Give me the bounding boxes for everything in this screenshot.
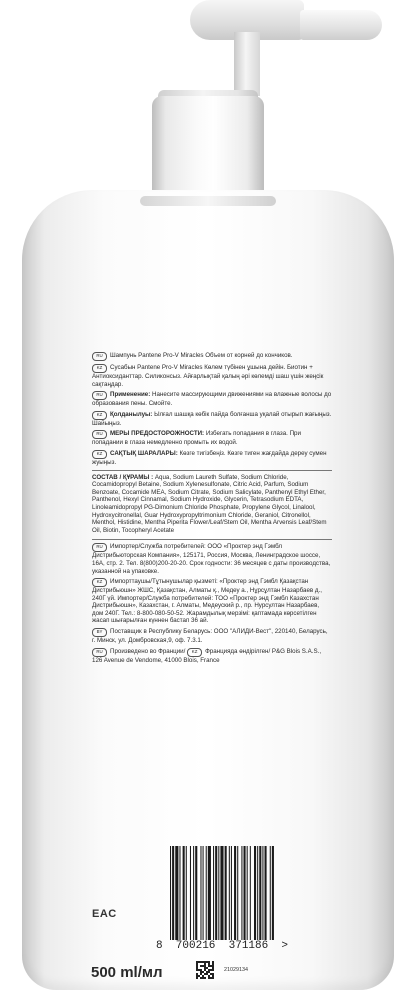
qr-module <box>198 961 200 963</box>
barcode-bar <box>225 846 227 940</box>
barcode-bar <box>183 846 185 940</box>
qr-module <box>212 969 214 971</box>
qr-module <box>202 961 204 963</box>
barcode-bar <box>206 846 207 940</box>
qr-module <box>196 973 198 975</box>
qr-module <box>208 965 210 967</box>
bottle-shoulder-ring <box>140 196 276 206</box>
barcode-bar <box>270 846 271 940</box>
barcode-bar <box>179 846 180 940</box>
qr-code-icon <box>196 961 214 979</box>
language-code-badge: RU <box>92 430 107 439</box>
qr-module <box>200 973 202 975</box>
qr-module <box>212 973 214 975</box>
barcode-bar <box>254 846 256 940</box>
product-name-ru: Шампунь Pantene Pro-V Miracles Объем от корней до кончиков. <box>110 352 293 359</box>
barcode-bar <box>186 846 187 940</box>
warning-heading-kz: САҚТЫҚ ШАРАЛАРЫ: <box>110 449 178 457</box>
volume-label: 500 ml/мл <box>91 964 163 981</box>
qr-module <box>206 971 208 973</box>
barcode-bar <box>229 846 230 940</box>
pump-head <box>300 10 382 40</box>
label-paragraph-1 <box>92 352 332 361</box>
qr-module <box>212 975 214 977</box>
language-code-badge: RU <box>92 648 107 657</box>
usage-text-kz: Ылғал шашқа көбік пайда болғанша уқалай отырып жағыңыз. Шайыңыз. <box>92 410 332 427</box>
qr-module <box>200 965 202 967</box>
qr-module <box>206 967 208 969</box>
supplier-by-text: Поставщик в Республику Беларусь: ООО "АЛИДИ-Вест", 220140, Беларусь, г. Минск, ул. Домбровская,9, оф. 7.3.1. <box>92 628 328 645</box>
barcode-bar <box>250 846 251 940</box>
barcode-bar <box>195 846 197 940</box>
qr-module <box>208 971 210 973</box>
qr-module <box>202 977 204 979</box>
language-code-badge: KZ <box>92 450 107 459</box>
product-name-kz: Сусабын Pantene Pro-V Miracles Көлем түбінен ұшына дейін. Биотин + Антиоксиданттар. Силиконсыз. Айғарлықтай қалың әрі көлемді шаш үшін жеңсік сақтаңдар. <box>92 364 324 388</box>
qr-module <box>204 973 206 975</box>
language-code-badge: BY <box>92 628 107 637</box>
barcode-bar <box>237 846 238 940</box>
barcode-bar <box>175 846 178 940</box>
made-in-ru: Произведено во Франции/ <box>110 647 186 655</box>
label-paragraph-2 <box>92 364 332 388</box>
ingredients-heading: СОСТАВ / ҚҰРАМЫ : <box>92 473 154 481</box>
made-in <box>92 648 332 665</box>
barcode-bar <box>265 846 267 940</box>
barcode-bar <box>193 846 194 940</box>
qr-module <box>202 971 204 973</box>
usage-heading-kz: Қолданылуы: <box>110 410 153 418</box>
qr-module <box>210 969 212 971</box>
qr-module <box>200 971 202 973</box>
lot-code: 21029134 <box>224 967 248 973</box>
qr-module <box>208 961 210 963</box>
ingredients-block <box>92 474 332 535</box>
qr-module <box>206 973 208 975</box>
importer-kz-text: Импорттаушы/Тұтынушылар қызметі: «Проктер энд Гэмбл Қазақстан Дистрибьюшн» ЖШС, Қазақстан, Алматы қ., Медеу а., Нұрсұлтан Назарбаев д., 240Г үй. Импортер/Служба потребителей: ТОО «Проктер энд Гэмбл Казахстан Дистрибьюшн», Казахстан, г. Алматы, Медеуский р., пр. Нурсултан Назарбаев, дом 240Г. Тел.: 8-800-080-50-52. Жарамдылық мерзімі: қаптамада көрсетілген жасап шығарылған күннен бастап 36 ай. <box>92 578 322 625</box>
qr-module <box>198 969 200 971</box>
barcode-bar <box>234 846 236 940</box>
qr-module <box>196 977 198 979</box>
qr-module <box>208 975 210 977</box>
divider <box>92 539 332 540</box>
qr-module <box>212 965 214 967</box>
qr-module <box>212 963 214 965</box>
barcode-bar <box>259 846 261 940</box>
label-paragraph-3 <box>92 391 332 408</box>
qr-module <box>208 977 210 979</box>
usage-heading-ru: Применение: <box>110 391 151 399</box>
qr-module <box>204 961 206 963</box>
barcode-bar <box>241 846 242 940</box>
qr-module <box>204 963 206 965</box>
barcode-bars <box>168 846 318 940</box>
barcode-digits: 8 700216 371186 > <box>156 940 289 952</box>
qr-module <box>204 969 206 971</box>
qr-module <box>206 961 208 963</box>
language-code-badge: KZ <box>187 648 202 657</box>
label-paragraph-5 <box>92 430 332 447</box>
language-code-badge: KZ <box>92 411 107 420</box>
language-code-badge: KZ <box>92 578 107 587</box>
qr-module <box>200 969 202 971</box>
barcode-bar <box>213 846 214 940</box>
qr-module <box>196 969 198 971</box>
qr-module <box>196 965 198 967</box>
qr-module <box>196 967 198 969</box>
importer-kz <box>92 578 332 625</box>
barcode-bar <box>172 846 174 940</box>
qr-module <box>196 963 198 965</box>
barcode-bar <box>231 846 232 940</box>
qr-module <box>196 961 198 963</box>
importer-ru <box>92 543 332 575</box>
qr-module <box>212 967 214 969</box>
qr-module <box>210 965 212 967</box>
supplier-by <box>92 628 332 645</box>
qr-module <box>196 975 198 977</box>
barcode <box>156 846 334 954</box>
language-code-badge: KZ <box>92 364 107 373</box>
language-code-badge: RU <box>92 352 107 361</box>
warning-text-ru: Избегать попадания в глаза. При попадании в глаза немедленно промыть их водой. <box>92 430 301 447</box>
qr-module <box>204 977 206 979</box>
warning-text-kz: Көзге тигізбеңіз. Көзге тиген жағдайда дереу сумен жуыңыз. <box>92 449 327 466</box>
barcode-bar <box>262 846 263 940</box>
barcode-bar <box>208 846 211 940</box>
qr-module <box>202 975 204 977</box>
label-paragraph-6 <box>92 450 332 467</box>
barcode-bar <box>200 846 201 940</box>
qr-module <box>204 965 206 967</box>
ingredients-list: Aqua, Sodium Laureth Sulfate, Sodium Chloride, Cocamidopropyl Betaine, Sodium Xylenesulfonate, Citric Acid, Parfum, Sodium Benzoate, Cocamide MEA, Sodium Citrate, Sodium Salicylate, Panthenyl Ethyl Ether, Panthenol, Hexyl Cinnamal, Sodium Hydroxide, Glycerin, Tetrasodium EDTA, Linoleamidopropyl PG-Dimonium Chloride Phosphate, Propylene Glycol, Linalool, Hydroxycitronellal, Guar Hydroxypropyltrimonium Chloride, Geraniol, Citronellol, Menthol, Histidine, Mentha Piperita Flower/Leaf/Stem Oil, Mentha Arvensis Leaf/Stem Oil, Biotin, Tocopheryl Acetate <box>92 473 327 534</box>
language-code-badge: RU <box>92 543 107 552</box>
qr-module <box>210 977 212 979</box>
pump-stem <box>234 32 260 96</box>
qr-module <box>208 963 210 965</box>
made-in-kz: Францияда өндірілген/ P&G Blois S.A.S., 126 Avenue de Vendome, 41000 Blois, France <box>92 647 322 664</box>
eac-mark: EAC <box>92 908 117 920</box>
warning-heading-ru: МЕРЫ ПРЕДОСТОРОЖНОСТИ: <box>110 430 205 438</box>
usage-text-ru: Нанесите массирующими движениями на влажные волосы до образования пены. Смойте. <box>92 391 332 408</box>
barcode-bar <box>220 846 223 940</box>
qr-module <box>200 977 202 979</box>
barcode-bar <box>244 846 246 940</box>
barcode-bar <box>247 846 248 940</box>
barcode-bar <box>170 846 171 940</box>
barcode-bar <box>272 846 274 940</box>
qr-module <box>210 973 212 975</box>
barcode-bar <box>215 846 217 940</box>
barcode-bar <box>203 846 204 940</box>
qr-module <box>212 977 214 979</box>
qr-module <box>200 961 202 963</box>
barcode-bar <box>257 846 258 940</box>
qr-module <box>204 967 206 969</box>
importer-ru-text: Импортер/Служба потребителей: ООО «Проктер энд Гэмбл Дистрибьюторская Компания», 125171, Россия, Москва, Ленинградское шоссе, 16А, стр. 2. Тел. 8(800)200-20-20. Срок годности: 36 месяцев с даты производства, указанной на упаковке. <box>92 543 331 575</box>
qr-module <box>212 961 214 963</box>
label-paragraph-4 <box>92 411 332 428</box>
qr-module <box>198 975 200 977</box>
language-code-badge: RU <box>92 391 107 400</box>
barcode-bar <box>218 846 219 940</box>
qr-module <box>202 965 204 967</box>
back-label <box>92 352 332 667</box>
divider <box>92 470 332 471</box>
qr-module <box>208 969 210 971</box>
barcode-bar <box>190 846 191 940</box>
